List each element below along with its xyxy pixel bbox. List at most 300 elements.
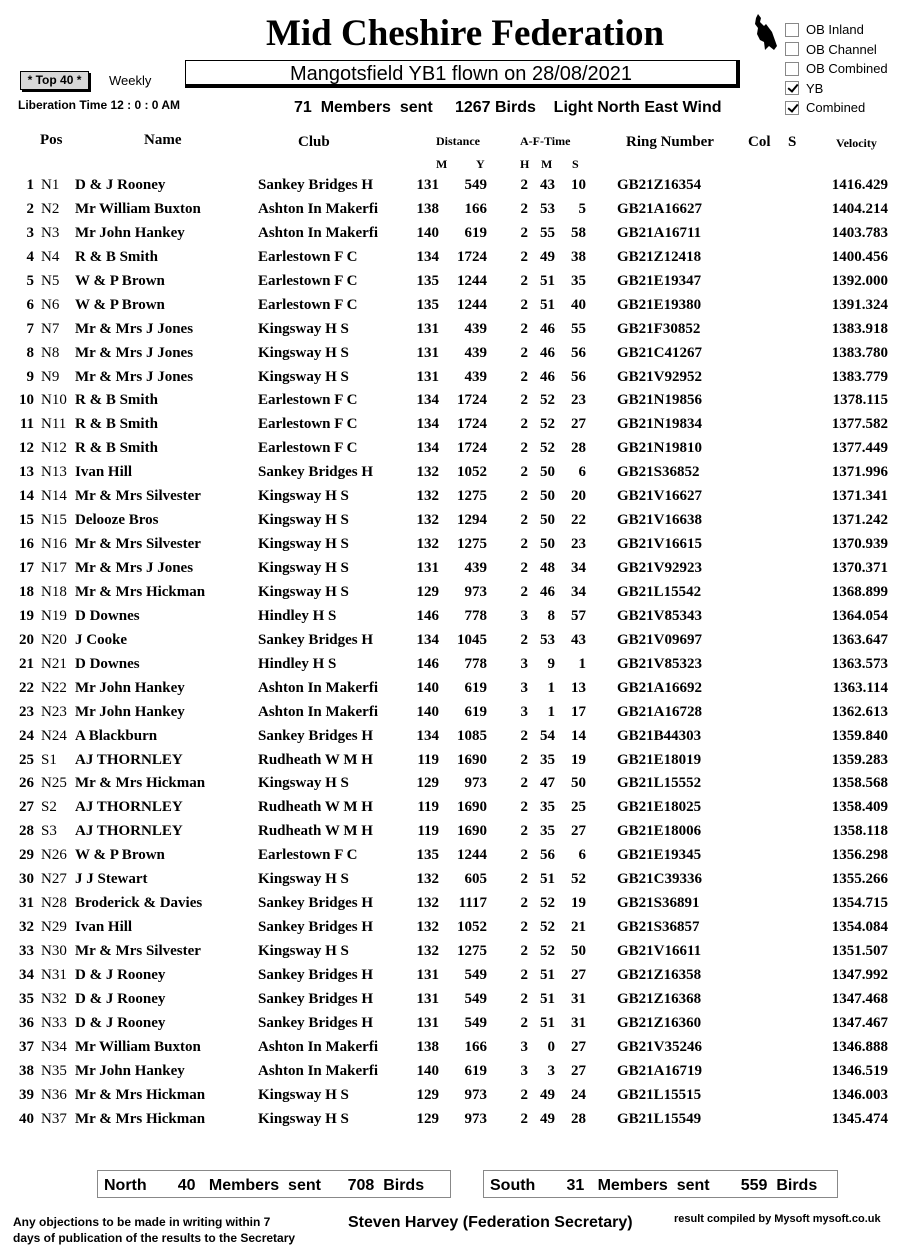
member-name: Mr & Mrs Hickman [75,1110,206,1127]
time-hours: 2 [520,200,528,217]
time-minutes: 0 [547,1038,555,1055]
velocity: 1371.341 [831,488,888,505]
time-hours: 3 [520,1038,528,1055]
time-hours: 2 [520,368,528,385]
table-row [0,557,917,581]
time-seconds: 34 [571,583,586,600]
section-position: N32 [41,990,67,1007]
ring-number: GB21E19380 [617,296,702,313]
time-minutes: 53 [540,200,555,217]
checkbox-icon[interactable] [785,42,799,56]
time-minutes: 46 [540,583,555,600]
checkbox-icon[interactable] [785,101,799,115]
distance-miles: 134 [416,392,439,409]
time-minutes: 55 [540,224,555,241]
member-name: Ivan Hill [75,919,133,936]
table-row [0,581,917,605]
north-summary: North 40 Members sent 708 Birds [97,1170,451,1198]
distance-miles: 140 [416,679,439,696]
ring-number: GB21L15552 [617,775,702,792]
time-minutes: 51 [540,871,555,888]
ring-number: GB21E19347 [617,272,702,289]
time-minutes: 50 [540,512,555,529]
club-name: Sankey Bridges H [258,177,374,193]
distance-yards: 1244 [457,272,487,289]
table-row [0,366,917,390]
club-name: Kingsway H S [258,943,349,959]
time-minutes: 3 [547,1062,555,1079]
member-name: Mr & Mrs Silvester [75,536,201,553]
table-row [0,533,917,557]
table-row [0,1012,917,1036]
time-hours: 3 [520,703,528,720]
time-seconds: 10 [571,177,586,193]
section-position: N30 [41,943,67,959]
time-seconds: 25 [571,799,586,816]
distance-yards: 549 [464,1014,487,1031]
table-row [0,820,917,844]
header-distance: Distance [436,134,480,148]
time-minutes: 43 [540,177,555,193]
velocity: 1346.888 [831,1038,888,1055]
ring-number: GB21V16611 [617,943,702,959]
table-row [0,868,917,892]
distance-yards: 1690 [457,751,487,768]
time-minutes: 49 [540,1086,555,1103]
time-seconds: 24 [571,1086,586,1103]
time-seconds: 23 [571,536,586,553]
section-position: N2 [41,200,60,217]
distance-miles: 119 [417,751,439,768]
member-name: Broderick & Davies [75,895,203,912]
option-label: OB Combined [806,61,888,77]
time-minutes: 35 [540,751,555,768]
position: 38 [19,1062,34,1079]
distance-yards: 549 [464,966,487,983]
header-minutes: M [541,157,553,171]
member-name: Mr & Mrs J Jones [75,560,194,576]
header-ring: Ring Number [626,134,714,150]
time-hours: 2 [520,966,528,983]
section-position: N3 [41,224,60,241]
table-row [0,1084,917,1108]
velocity: 1370.939 [831,536,888,553]
distance-miles: 132 [416,943,439,959]
option-label: YB [806,80,824,96]
time-hours: 2 [520,344,528,361]
position: 19 [19,607,34,624]
time-seconds: 56 [571,368,586,385]
velocity: 1383.779 [831,368,888,385]
time-seconds: 34 [571,560,586,576]
race-type-options [785,20,888,118]
position: 28 [19,823,34,840]
section-position: N15 [41,512,67,529]
velocity: 1371.242 [831,512,888,529]
table-row [0,725,917,749]
section-position: N7 [41,320,60,337]
member-name: J J Stewart [75,871,148,888]
velocity: 1403.783 [831,224,888,241]
ring-number: GB21C41267 [617,344,703,361]
time-seconds: 58 [571,224,586,241]
distance-miles: 119 [417,823,439,840]
velocity: 1347.467 [831,1014,888,1031]
position: 14 [19,488,34,505]
position: 27 [19,799,34,816]
ring-number: GB21Z16354 [617,177,702,193]
distance-yards: 1275 [457,488,487,505]
table-row [0,174,917,198]
position: 7 [26,320,34,337]
velocity: 1354.084 [831,919,888,936]
time-seconds: 38 [571,248,586,265]
distance-yards: 1724 [457,440,487,457]
distance-miles: 132 [416,871,439,888]
member-name: Delooze Bros [75,512,159,529]
section-position: N33 [41,1014,67,1031]
time-minutes: 52 [540,392,555,409]
distance-yards: 1690 [457,799,487,816]
position: 25 [19,751,34,768]
position: 22 [19,679,34,696]
time-minutes: 54 [540,727,555,744]
section-position: N4 [41,248,60,265]
distance-miles: 134 [416,416,439,433]
distance-miles: 131 [416,990,439,1007]
member-name: Mr William Buxton [75,200,201,217]
header-col: Col [748,134,771,150]
club-name: Sankey Bridges H [258,919,374,936]
distance-yards: 166 [464,200,487,217]
club-name: Ashton In Makerfi [258,703,379,720]
compiled-by: result compiled by Mysoft mysoft.co.uk [674,1213,881,1225]
time-hours: 3 [520,607,528,624]
club-name: Kingsway H S [258,871,349,888]
time-hours: 2 [520,224,528,241]
section-position: N12 [41,440,67,457]
table-row [0,485,917,509]
checkbox-icon[interactable] [785,81,799,95]
time-hours: 2 [520,488,528,505]
club-name: Kingsway H S [258,560,349,576]
member-name: Mr & Mrs J Jones [75,368,194,385]
time-seconds: 5 [578,200,586,217]
time-hours: 3 [520,1062,528,1079]
velocity: 1347.992 [831,966,888,983]
section-position: N8 [41,344,60,361]
option-0[interactable] [785,20,888,40]
club-name: Kingsway H S [258,320,349,337]
club-name: Sankey Bridges H [258,990,374,1007]
member-name: AJ THORNLEY [75,799,183,816]
distance-miles: 129 [416,1110,439,1127]
distance-yards: 1045 [457,631,487,648]
distance-yards: 1294 [457,512,487,529]
time-seconds: 6 [578,464,586,481]
distance-miles: 135 [416,272,439,289]
time-minutes: 51 [540,1014,555,1031]
member-name: J Cooke [75,631,128,648]
position: 16 [19,536,34,553]
time-hours: 2 [520,1086,528,1103]
club-name: Earlestown F C [258,248,358,265]
option-label: OB Channel [806,41,877,57]
time-minutes: 52 [540,416,555,433]
distance-yards: 1724 [457,248,487,265]
time-seconds: 19 [571,751,586,768]
velocity: 1368.899 [831,583,888,600]
time-minutes: 46 [540,368,555,385]
time-seconds: 31 [571,1014,586,1031]
time-minutes: 1 [547,679,555,696]
distance-yards: 1085 [457,727,487,744]
velocity: 1363.114 [832,679,888,696]
distance-miles: 138 [416,200,439,217]
section-position: N20 [41,631,67,648]
time-hours: 2 [520,1110,528,1127]
club-name: Earlestown F C [258,416,358,433]
ring-number: GB21V16615 [617,536,703,553]
time-hours: 2 [520,320,528,337]
header-velocity: Velocity [836,136,877,150]
club-name: Kingsway H S [258,488,349,505]
option-4[interactable] [785,98,888,118]
ring-number: GB21S36891 [617,895,700,912]
ring-number: GB21Z16368 [617,990,702,1007]
pigeon-logo-icon [752,12,778,52]
section-position: N11 [41,416,67,433]
time-minutes: 8 [547,607,555,624]
table-row [0,1036,917,1060]
distance-miles: 131 [416,177,439,193]
club-name: Rudheath W M H [258,823,373,840]
time-seconds: 27 [571,823,586,840]
time-seconds: 27 [571,416,586,433]
ring-number: GB21L15542 [617,583,702,600]
distance-yards: 619 [464,703,487,720]
section-position: S2 [41,799,57,816]
table-row [0,246,917,270]
velocity: 1346.003 [831,1086,888,1103]
time-minutes: 52 [540,919,555,936]
distance-yards: 619 [464,224,487,241]
section-position: S3 [41,823,57,840]
checkbox-icon[interactable] [785,23,799,37]
section-position: N23 [41,703,67,720]
velocity: 1404.214 [831,200,888,217]
time-seconds: 1 [578,655,586,672]
ring-number: GB21Z12418 [617,248,702,265]
position: 12 [19,440,34,457]
section-position: N28 [41,895,67,912]
position: 5 [26,272,34,289]
header-name: Name [144,132,182,148]
time-seconds: 6 [578,847,586,864]
time-minutes: 48 [540,560,555,576]
time-hours: 2 [520,895,528,912]
club-name: Sankey Bridges H [258,895,374,912]
time-minutes: 51 [540,966,555,983]
velocity: 1392.000 [831,272,888,289]
club-name: Kingsway H S [258,775,349,792]
time-hours: 3 [520,679,528,696]
time-seconds: 27 [571,1062,586,1079]
time-hours: 2 [520,775,528,792]
option-1[interactable] [785,40,888,60]
distance-miles: 131 [416,560,439,576]
time-hours: 2 [520,919,528,936]
time-hours: 2 [520,512,528,529]
club-name: Kingsway H S [258,368,349,385]
section-position: N10 [41,392,67,409]
position: 13 [19,464,34,481]
ring-number: GB21V85343 [617,607,703,624]
club-name: Hindley H S [258,607,337,624]
club-name: Sankey Bridges H [258,631,374,648]
header-s: S [788,134,797,150]
velocity: 1351.507 [831,943,888,959]
time-hours: 2 [520,416,528,433]
table-row [0,892,917,916]
time-seconds: 19 [571,895,586,912]
section-position: N5 [41,272,60,289]
member-name: Mr & Mrs Hickman [75,1086,206,1103]
club-name: Kingsway H S [258,1110,349,1127]
velocity: 1416.429 [831,177,888,193]
ring-number: GB21B44303 [617,727,702,744]
distance-yards: 1244 [457,847,487,864]
member-name: D Downes [75,607,140,624]
velocity: 1364.054 [831,607,888,624]
time-hours: 3 [520,655,528,672]
section-position: N21 [41,655,67,672]
table-row [0,940,917,964]
section-position: N6 [41,296,60,313]
distance-yards: 973 [464,1086,487,1103]
table-row [0,1060,917,1084]
time-seconds: 50 [571,943,586,959]
club-name: Ashton In Makerfi [258,1062,379,1079]
velocity: 1363.647 [831,631,888,648]
section-position: N37 [41,1110,67,1127]
position: 36 [19,1014,34,1031]
time-minutes: 50 [540,536,555,553]
time-minutes: 50 [540,464,555,481]
section-position: N36 [41,1086,67,1103]
club-name: Rudheath W M H [258,799,373,816]
time-hours: 2 [520,560,528,576]
time-hours: 2 [520,464,528,481]
member-name: Mr John Hankey [75,1062,185,1079]
velocity: 1347.468 [831,990,888,1007]
distance-miles: 131 [416,368,439,385]
time-hours: 2 [520,536,528,553]
time-seconds: 27 [571,966,586,983]
position: 26 [19,775,34,792]
checkbox-icon[interactable] [785,62,799,76]
member-name: D & J Rooney [75,177,166,193]
ring-number: GB21N19834 [617,416,703,433]
member-name: Mr & Mrs Hickman [75,775,206,792]
table-row [0,270,917,294]
time-hours: 2 [520,631,528,648]
time-hours: 2 [520,248,528,265]
distance-miles: 131 [416,320,439,337]
option-2[interactable] [785,59,888,79]
distance-yards: 439 [464,320,487,337]
section-position: N19 [41,607,67,624]
time-minutes: 56 [540,847,555,864]
distance-miles: 132 [416,895,439,912]
option-label: OB Inland [806,22,864,38]
distance-yards: 619 [464,679,487,696]
member-name: AJ THORNLEY [75,751,183,768]
table-row [0,389,917,413]
position: 15 [19,512,34,529]
ring-number: GB21A16711 [617,224,702,241]
ring-number: GB21E19345 [617,847,702,864]
table-row [0,653,917,677]
distance-yards: 1724 [457,392,487,409]
club-name: Rudheath W M H [258,751,373,768]
club-name: Earlestown F C [258,440,358,457]
member-name: Mr William Buxton [75,1038,201,1055]
time-minutes: 49 [540,1110,555,1127]
ring-number: GB21V92923 [617,560,703,576]
time-seconds: 17 [571,703,586,720]
velocity: 1346.519 [831,1062,888,1079]
page-title: Mid Cheshire Federation [265,13,665,54]
club-name: Ashton In Makerfi [258,224,379,241]
position: 10 [19,392,34,409]
distance-miles: 134 [416,248,439,265]
table-row [0,749,917,773]
distance-miles: 132 [416,512,439,529]
objections-line-2: days of publication of the results to the Secretary [13,1231,296,1245]
distance-miles: 132 [416,464,439,481]
distance-yards: 439 [464,344,487,361]
header-seconds: S [572,157,579,171]
distance-miles: 135 [416,296,439,313]
member-name: A Blackburn [75,727,158,744]
velocity: 1356.298 [831,847,888,864]
member-name: W & P Brown [75,847,165,864]
position: 2 [26,200,34,217]
position: 6 [26,296,34,313]
distance-miles: 129 [416,775,439,792]
club-name: Ashton In Makerfi [258,679,379,696]
option-3[interactable] [785,79,888,99]
time-minutes: 49 [540,248,555,265]
velocity: 1345.474 [831,1110,888,1127]
distance-yards: 973 [464,775,487,792]
time-seconds: 40 [571,296,586,313]
section-position: N35 [41,1062,67,1079]
distance-yards: 1275 [457,536,487,553]
distance-miles: 132 [416,488,439,505]
table-row [0,772,917,796]
member-name: Mr John Hankey [75,224,185,241]
time-minutes: 50 [540,488,555,505]
distance-miles: 132 [416,919,439,936]
distance-miles: 135 [416,847,439,864]
table-row [0,461,917,485]
position: 18 [19,583,34,600]
table-row [0,605,917,629]
header-pos: Pos [40,132,63,148]
member-name: W & P Brown [75,272,165,289]
